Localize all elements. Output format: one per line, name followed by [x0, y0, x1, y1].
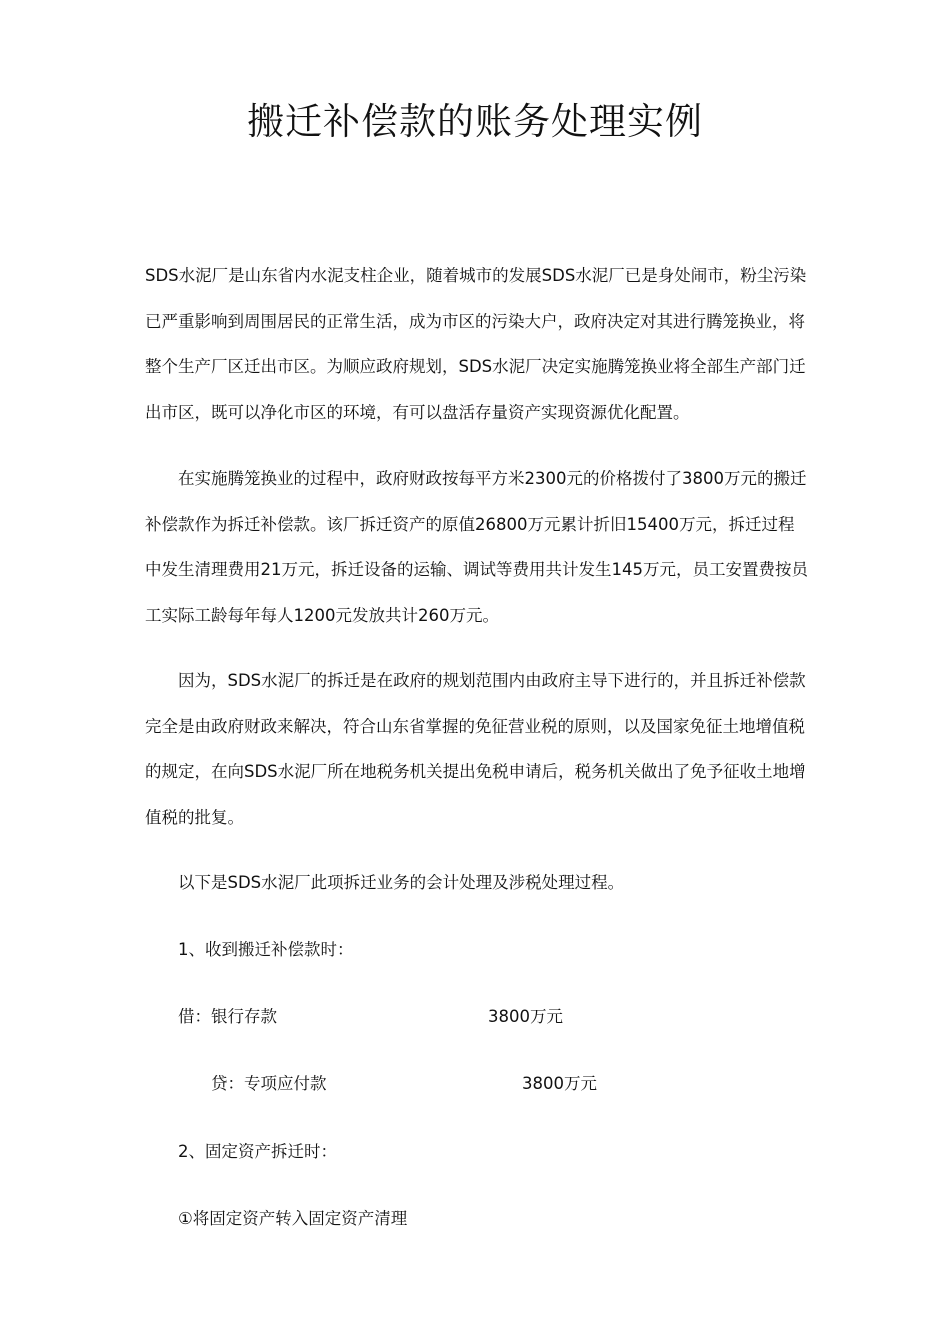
step1-heading: 1、收到搬迁补偿款时：: [178, 940, 354, 959]
paragraph-compensation: 在实施腾笼换业的过程中，政府财政按每平方米2300元的价格拨付了3800万元的搬迁补偿款作为拆迁补偿款。该厂拆迁资产的原值26800万元累计折旧15400万元，拆迁过程中发生清理费用21万元，拆迁设备的运输、调试等费用共计发生145万元，员工安置费按员工实际工龄每年每人1200元发放共计260万元。: [145, 469, 808, 625]
entry-debit-account: 借：银行存款: [178, 1007, 277, 1026]
paragraph-tax-exemption: 因为，SDS水泥厂的拆迁是在政府的规划范围内由政府主导下进行的，并且拆迁补偿款完全是由政府财政来解决，符合山东省掌握的免征营业税的原则，以及国家免征土地增值税的规定，在向SDS水泥厂所在地税务机关提出免税申请后，税务机关做出了免予征收土地增值税的批复。: [145, 671, 806, 827]
document-title: 搬迁补偿款的账务处理实例: [247, 100, 703, 143]
step2-heading: 2、固定资产拆迁时：: [178, 1142, 337, 1161]
entry-credit-amount: 3800万元: [522, 1074, 597, 1093]
entry-debit-amount: 3800万元: [488, 1007, 563, 1026]
paragraph-process-intro: 以下是SDS水泥厂此项拆迁业务的会计处理及涉税处理过程。: [178, 873, 625, 892]
entry-credit-account: 贷：专项应付款: [211, 1074, 327, 1093]
step2-sub1: ①将固定资产转入固定资产清理: [178, 1209, 408, 1228]
paragraph-intro: SDS水泥厂是山东省内水泥支柱企业，随着城市的发展SDS水泥厂已是身处闹市，粉尘污染已严重影响到周围居民的正常生活，成为市区的污染大户，政府决定对其进行腾笼换业，将整个生产厂区迁出市区。为顺应政府规划，SDS水泥厂决定实施腾笼换业将全部生产部门迁出市区，既可以净化市区的环境，有可以盘活存量资产实现资源优化配置。: [145, 266, 807, 422]
